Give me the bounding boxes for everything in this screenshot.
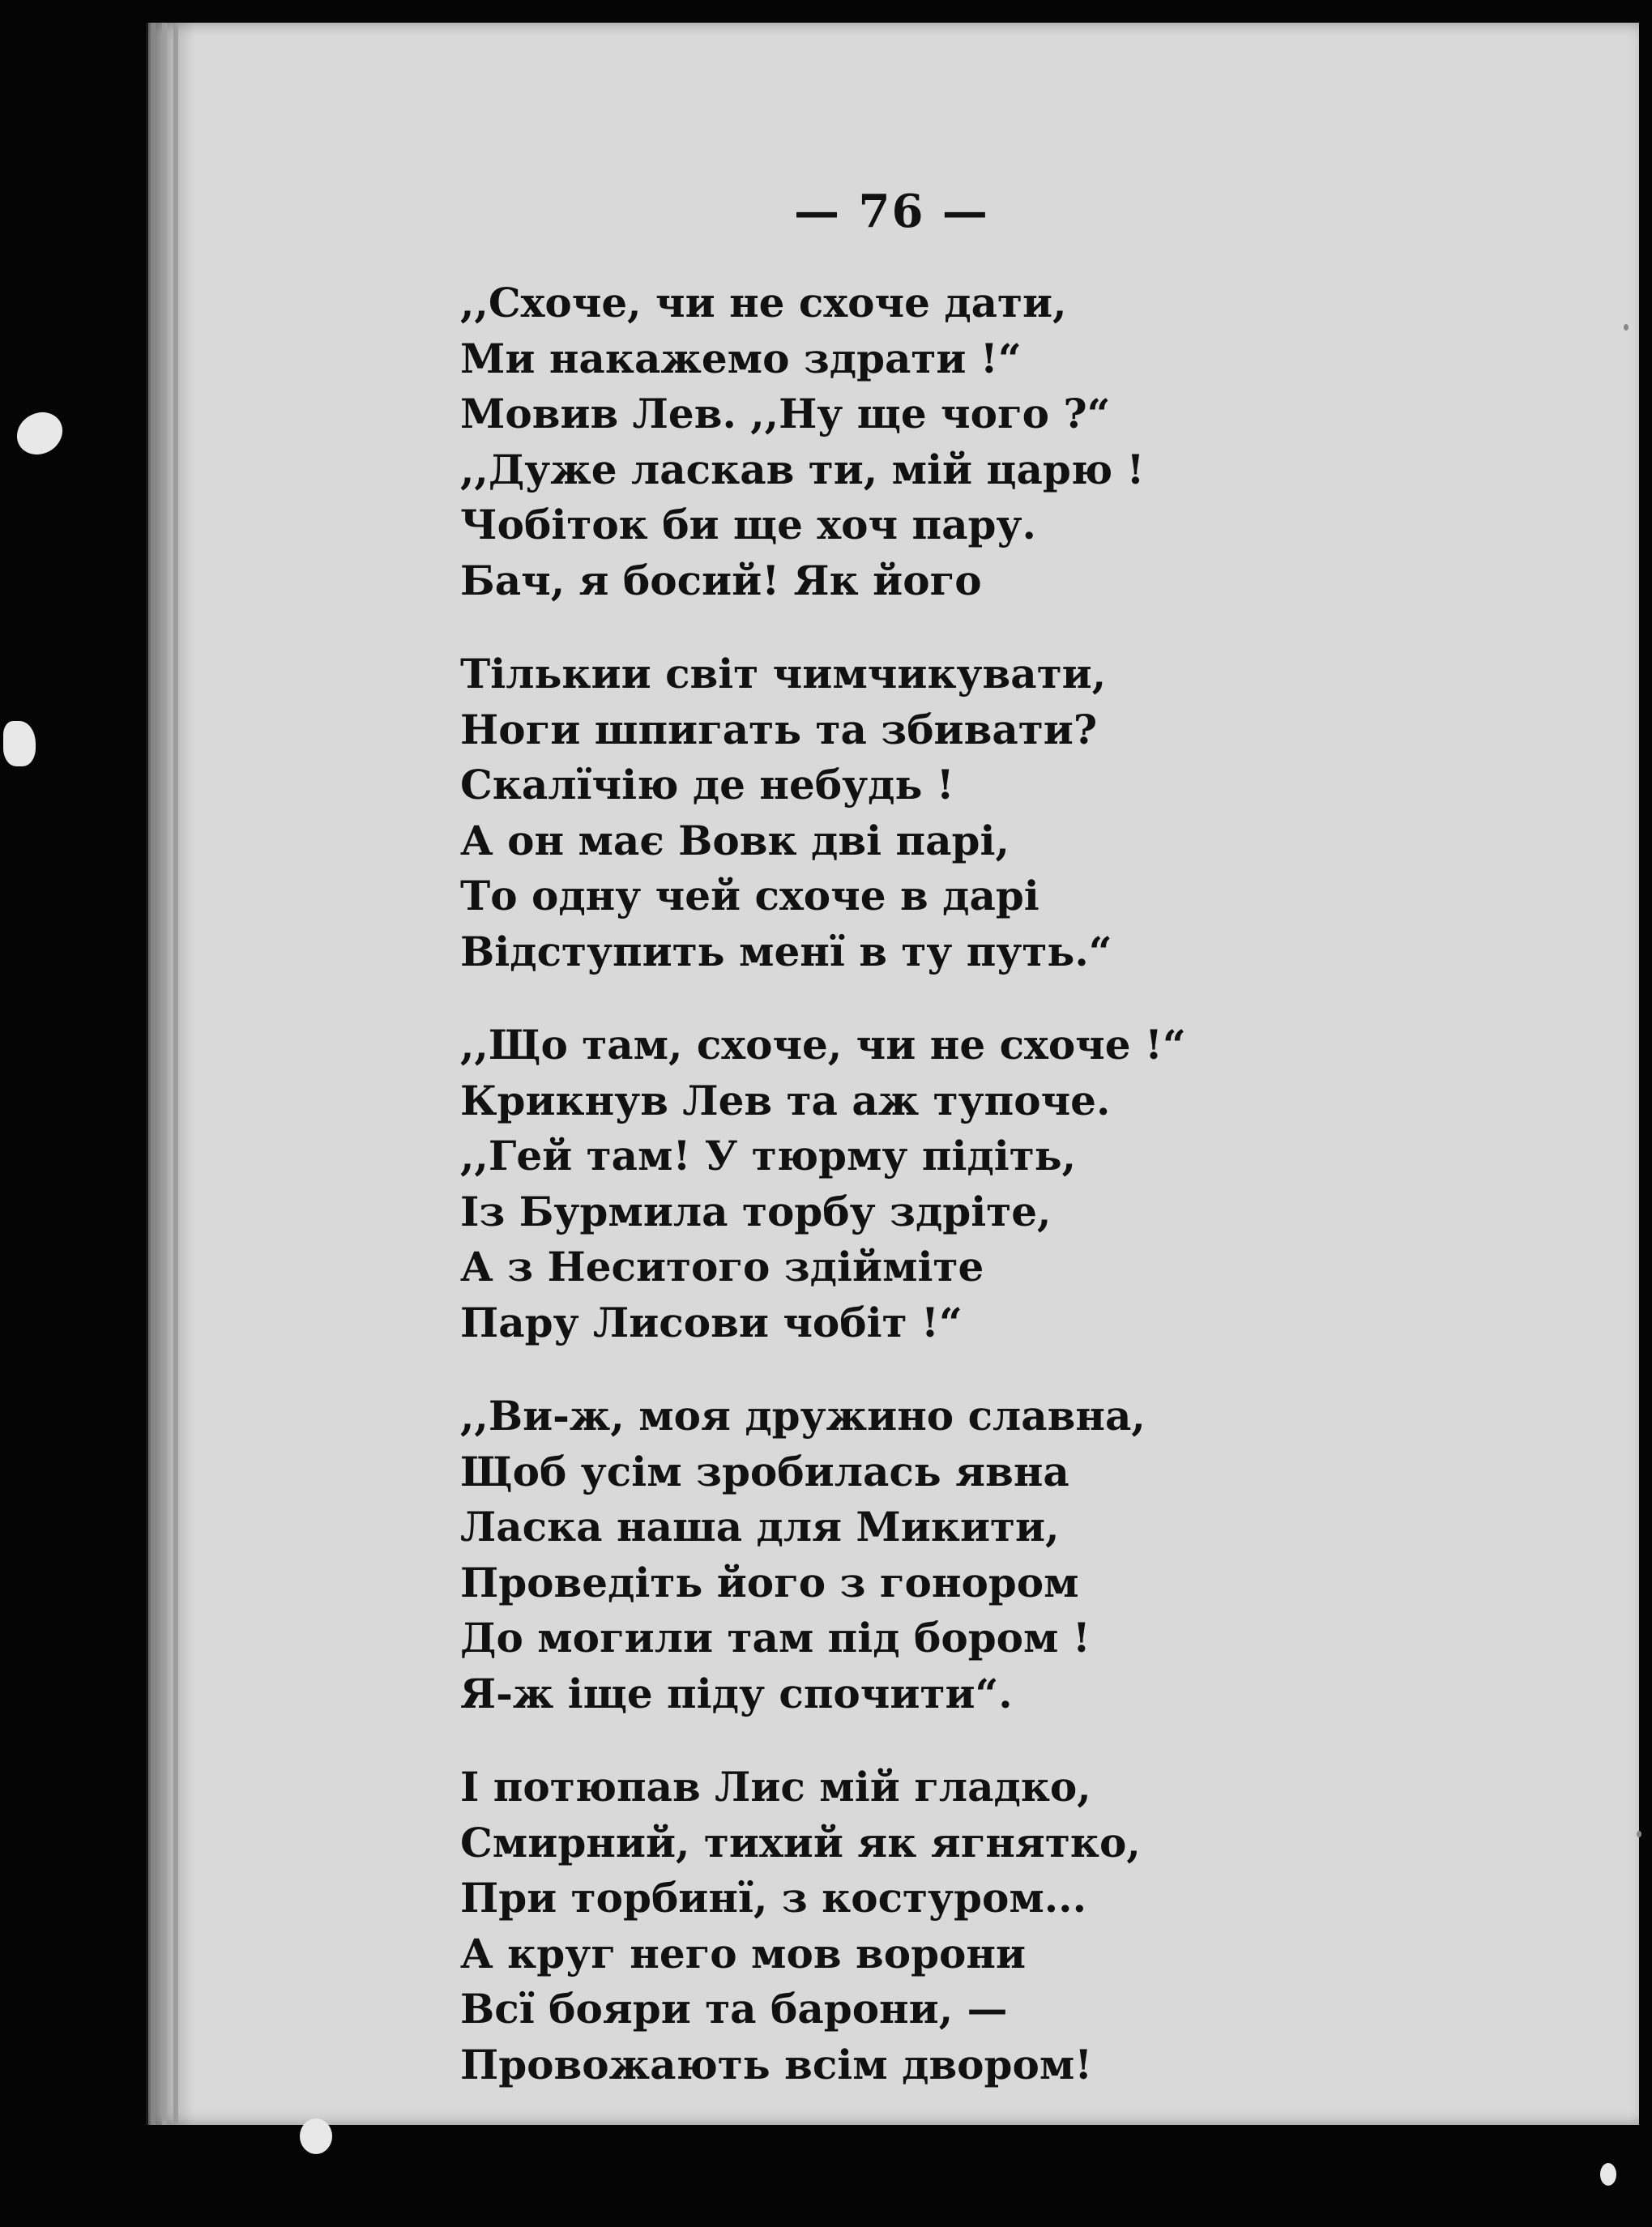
poem-line: Із Бурмила торбу здріте,: [460, 1187, 1052, 1235]
poem-line: ,,Гей там! У тюрму підіть,: [460, 1132, 1077, 1180]
poem-line: Ласка наша для Микити,: [460, 1503, 1060, 1551]
stanza: [460, 1018, 1186, 1350]
poem-line: Скалїчію де небудь !: [460, 761, 954, 808]
poem-line: Мовив Лев. ,,Ну ще чого ?“: [460, 390, 1111, 437]
scan-speck: [3, 721, 36, 766]
poem-line: Щоб усім зробилась явна: [460, 1447, 1069, 1495]
poem-line: І потюпав Лис мій гладко,: [460, 1763, 1091, 1811]
stanza: [460, 1389, 1186, 1721]
poem-line: Бач, я босий! Як його: [460, 556, 982, 604]
poem-line: ,,Ви-ж, моя дружино славна,: [460, 1392, 1146, 1440]
poem-line: То одну чей схоче в дарі: [460, 872, 1039, 919]
poem-line: Ноги шпигать та збивати?: [460, 705, 1098, 753]
poem-line: Проведіть його з гонором: [460, 1558, 1079, 1606]
poem-line: Відступить менї в ту путь.“: [460, 927, 1112, 975]
scan-speck: [300, 2118, 332, 2154]
poem-line: Всї бояри та барони, —: [460, 1985, 1008, 2033]
stanza: [460, 275, 1186, 608]
poem: [460, 275, 1186, 2131]
page-number: — 76 —: [794, 185, 989, 238]
poem-line: Чобіток би ще хоч пару.: [460, 501, 1036, 548]
poem-line: ,,Схоче, чи не схоче дати,: [460, 279, 1067, 326]
poem-line: Я-ж іще піду спочити“.: [460, 1669, 1013, 1717]
poem-line: А з Неситого здійміте: [460, 1243, 984, 1291]
scan-speck: [1600, 2163, 1616, 2186]
poem-line: Пару Лисови чобіт !“: [460, 1298, 963, 1346]
poem-line: До могили там під бором !: [460, 1614, 1091, 1662]
poem-line: Ми накажемо здрати !“: [460, 334, 1022, 382]
poem-line: А круг него мов ворони: [460, 1929, 1027, 1977]
stanza: [460, 1760, 1186, 2093]
stanza: [460, 646, 1186, 979]
poem-line: Смирний, тихий як ягнятко,: [460, 1818, 1141, 1866]
scan-speck: [9, 404, 70, 463]
poem-line: Крикнув Лев та аж тупоче.: [460, 1076, 1111, 1124]
poem-line: ,,Дуже ласкав ти, мій царю !: [460, 445, 1145, 493]
poem-line: А он має Вовк дві парі,: [460, 816, 1010, 864]
poem-line: ,,Що там, схоче, чи не схоче !“: [460, 1021, 1186, 1069]
poem-line: При торбинї, з костуром...: [460, 1874, 1086, 1922]
scan-speck: [1624, 324, 1629, 331]
scan-speck: [1637, 1831, 1641, 1837]
poem-line: Провожають всім двором!: [460, 2040, 1093, 2088]
poem-line: Тількии світ чимчикувати,: [460, 650, 1107, 698]
binding-shadow: [146, 23, 194, 2125]
